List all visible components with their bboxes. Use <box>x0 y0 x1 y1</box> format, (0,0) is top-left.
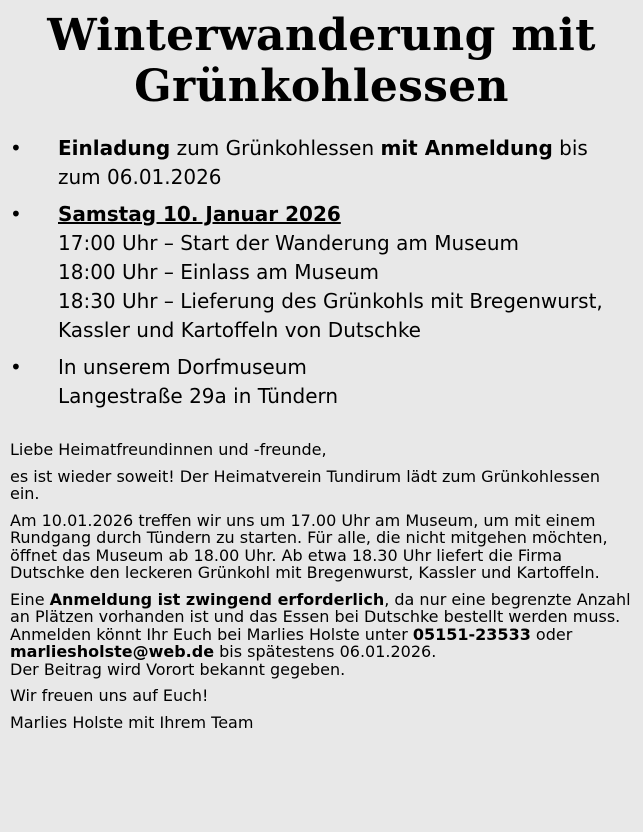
paragraph-intro: es ist wieder soweit! Der Heimatverein Tundirum lädt zum Grünkohlessen ein. <box>10 466 601 503</box>
fee-note: Der Beitrag wird Vorort bekannt gegeben. <box>10 659 346 679</box>
schedule-line-3: 18:30 Uhr – Lieferung des Grünkohls mit Bregenwurst, Kassler und Kartoffeln von Dutschke <box>58 289 603 342</box>
schedule-date: Samstag 10. Januar 2026 <box>58 202 341 226</box>
closing: Wir freuen uns auf Euch! <box>10 686 209 705</box>
schedule-line-1: 17:00 Uhr – Start der Wanderung am Museum <box>58 231 520 255</box>
letter-body <box>10 441 633 731</box>
email-address: marliesholste@web.de <box>10 642 215 661</box>
phone-number: 05151-23533 <box>412 624 531 644</box>
registration-word: mit Anmeldung <box>380 136 553 160</box>
location-line-1: In unserem Dorfmuseum <box>58 355 307 379</box>
title-line-1: Winterwanderung mit <box>47 10 596 61</box>
bullet-marker: • <box>10 202 22 226</box>
invitation-text: zum Grünkohlessen <box>170 136 381 160</box>
paragraph-schedule: Am 10.01.2026 treffen wir uns um 17.00 Uhr am Museum, um mit einem Rundgang durch Tündern zu starten. Für alle, die nicht mitgehen möchten, öffnet das Museum ab 18.00 Uhr. Ab etwa 18.30 Uhr liefert die Firma Dutschke den leckeren Grünkohl mit Bregenwurst, Kassler und Kartoffeln. <box>10 510 608 582</box>
list-item-schedule <box>10 200 633 345</box>
paragraph-registration: Eine Anmeldung ist zwingend erforderlich, da nur eine begrenzte Anzahl an Plätzen vorhanden ist und das Essen bei Dutschke bestellt werden muss. Anmelden könnt Ihr Euch bei Marlies Holste unter 05151-23533 oder marliesholste@web.de bis spätestens 06.01.2026. Der Beitrag wird Vorort bekannt gegeben. <box>10 591 633 679</box>
location-line-2: Langestraße 29a in Tündern <box>58 384 339 408</box>
title-line-2: Grünkohlessen <box>134 61 509 112</box>
signature: Marlies Holste mit Ihrem Team <box>10 712 254 732</box>
invitation-deadline: bis zum 06.01.2026 <box>58 136 588 189</box>
bullet-marker: • <box>10 136 22 160</box>
page-title <box>10 0 633 112</box>
registration-required: Anmeldung ist zwingend erforderlich <box>49 589 385 609</box>
bullet-marker: • <box>10 355 22 379</box>
list-item-invitation <box>10 134 633 192</box>
info-list <box>10 134 633 411</box>
greeting: Liebe Heimatfreundinnen und -freunde, <box>10 440 327 459</box>
invitation-word: Einladung <box>58 136 171 160</box>
schedule-line-2: 18:00 Uhr – Einlass am Museum <box>58 260 380 284</box>
list-item-location <box>10 353 633 411</box>
